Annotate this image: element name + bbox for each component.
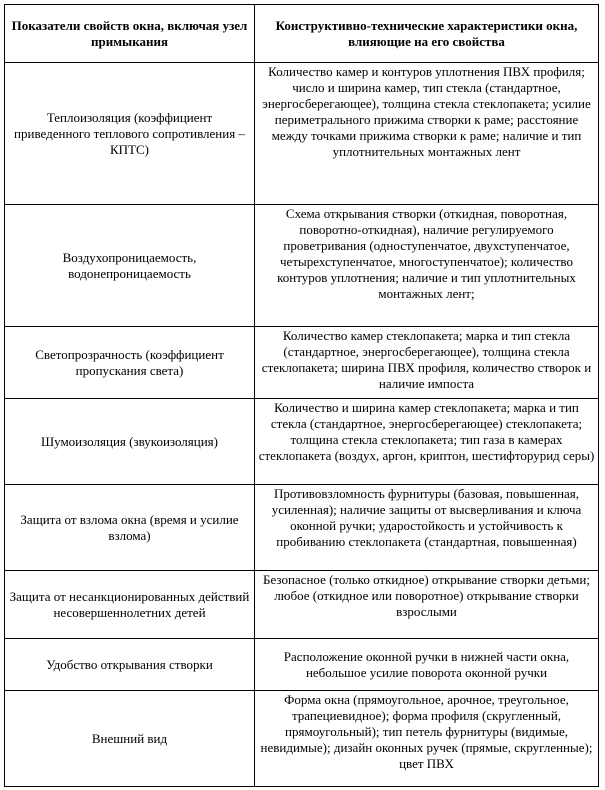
characteristics-cell: Количество камер и контуров уплотнения ПВХ профиля; число и ширина камер, тип стекла (стандартное, энергосберегающее), толщина стекла стеклопакета; усилие периметрального прижима створки к раме; расстояние между точками прижима створки к раме; наличие и тип уплотнительных монтажных лент xyxy=(255,63,599,205)
property-cell: Воздухопроницаемость, водонепроницаемость xyxy=(5,205,255,327)
header-properties: Показатели свойств окна, включая узел примыкания xyxy=(5,5,255,63)
table-row xyxy=(5,639,599,691)
characteristics-cell: Противовзломность фурнитуры (базовая, повышенная, усиленная); наличие защиты от высверливания и ключа оконной ручки; ударостойкость и устойчивость к пробиванию стеклопакета (стандартная, повышенная) xyxy=(255,485,599,571)
property-cell: Теплоизоляция (коэффициент приведенного теплового сопротивления – КПТС) xyxy=(5,63,255,205)
characteristics-cell: Количество и ширина камер стеклопакета; марка и тип стекла (стандартное, энергосберегающее) стеклопакета; толщина стекла стеклопакета; тип газа в камерах стеклопакета (воздух, аргон, криптон, шестифторурид серы) xyxy=(255,399,599,485)
characteristics-cell: Количество камер стеклопакета; марка и тип стекла (стандартное, энергосберегающее), толщина стекла стеклопакета; ширина ПВХ профиля, количество створок и наличие импоста xyxy=(255,327,599,399)
characteristics-cell: Расположение оконной ручки в нижней части окна, небольшое усилие поворота оконной ручки xyxy=(255,639,599,691)
header-characteristics: Конструктивно-технические характеристики окна, влияющие на его свойства xyxy=(255,5,599,63)
properties-table xyxy=(4,4,599,787)
characteristics-cell: Безопасное (только откидное) открывание створки детьми; любое (откидное или поворотное) открывание створки взрослыми xyxy=(255,571,599,639)
property-cell: Защита от взлома окна (время и усилие взлома) xyxy=(5,485,255,571)
property-cell: Светопрозрачность (коэффициент пропускания света) xyxy=(5,327,255,399)
table-row xyxy=(5,327,599,399)
table-row xyxy=(5,571,599,639)
property-cell: Удобство открывания створки xyxy=(5,639,255,691)
table-row xyxy=(5,485,599,571)
characteristics-cell: Форма окна (прямоугольное, арочное, треугольное, трапециевидное); форма профиля (скругленный, прямоугольный); тип петель фурнитуры (видимые, невидимые); дизайн оконных ручек (прямые, скругленные); цвет ПВХ xyxy=(255,691,599,787)
table-row xyxy=(5,63,599,205)
table-row xyxy=(5,691,599,787)
characteristics-cell: Схема открывания створки (откидная, поворотная, поворотно-откидная), наличие регулируемого проветривания (одноступенчатое, двухступенчатое, четырехступенчатое, многоступенчатое); количество контуров уплотнения; наличие и тип уплотнительных монтажных лент; xyxy=(255,205,599,327)
property-cell: Внешний вид xyxy=(5,691,255,787)
property-cell: Шумоизоляция (звукоизоляция) xyxy=(5,399,255,485)
property-cell: Защита от несанкционированных действий несовершеннолетних детей xyxy=(5,571,255,639)
table-row xyxy=(5,399,599,485)
table-header-row xyxy=(5,5,599,63)
table-row xyxy=(5,205,599,327)
